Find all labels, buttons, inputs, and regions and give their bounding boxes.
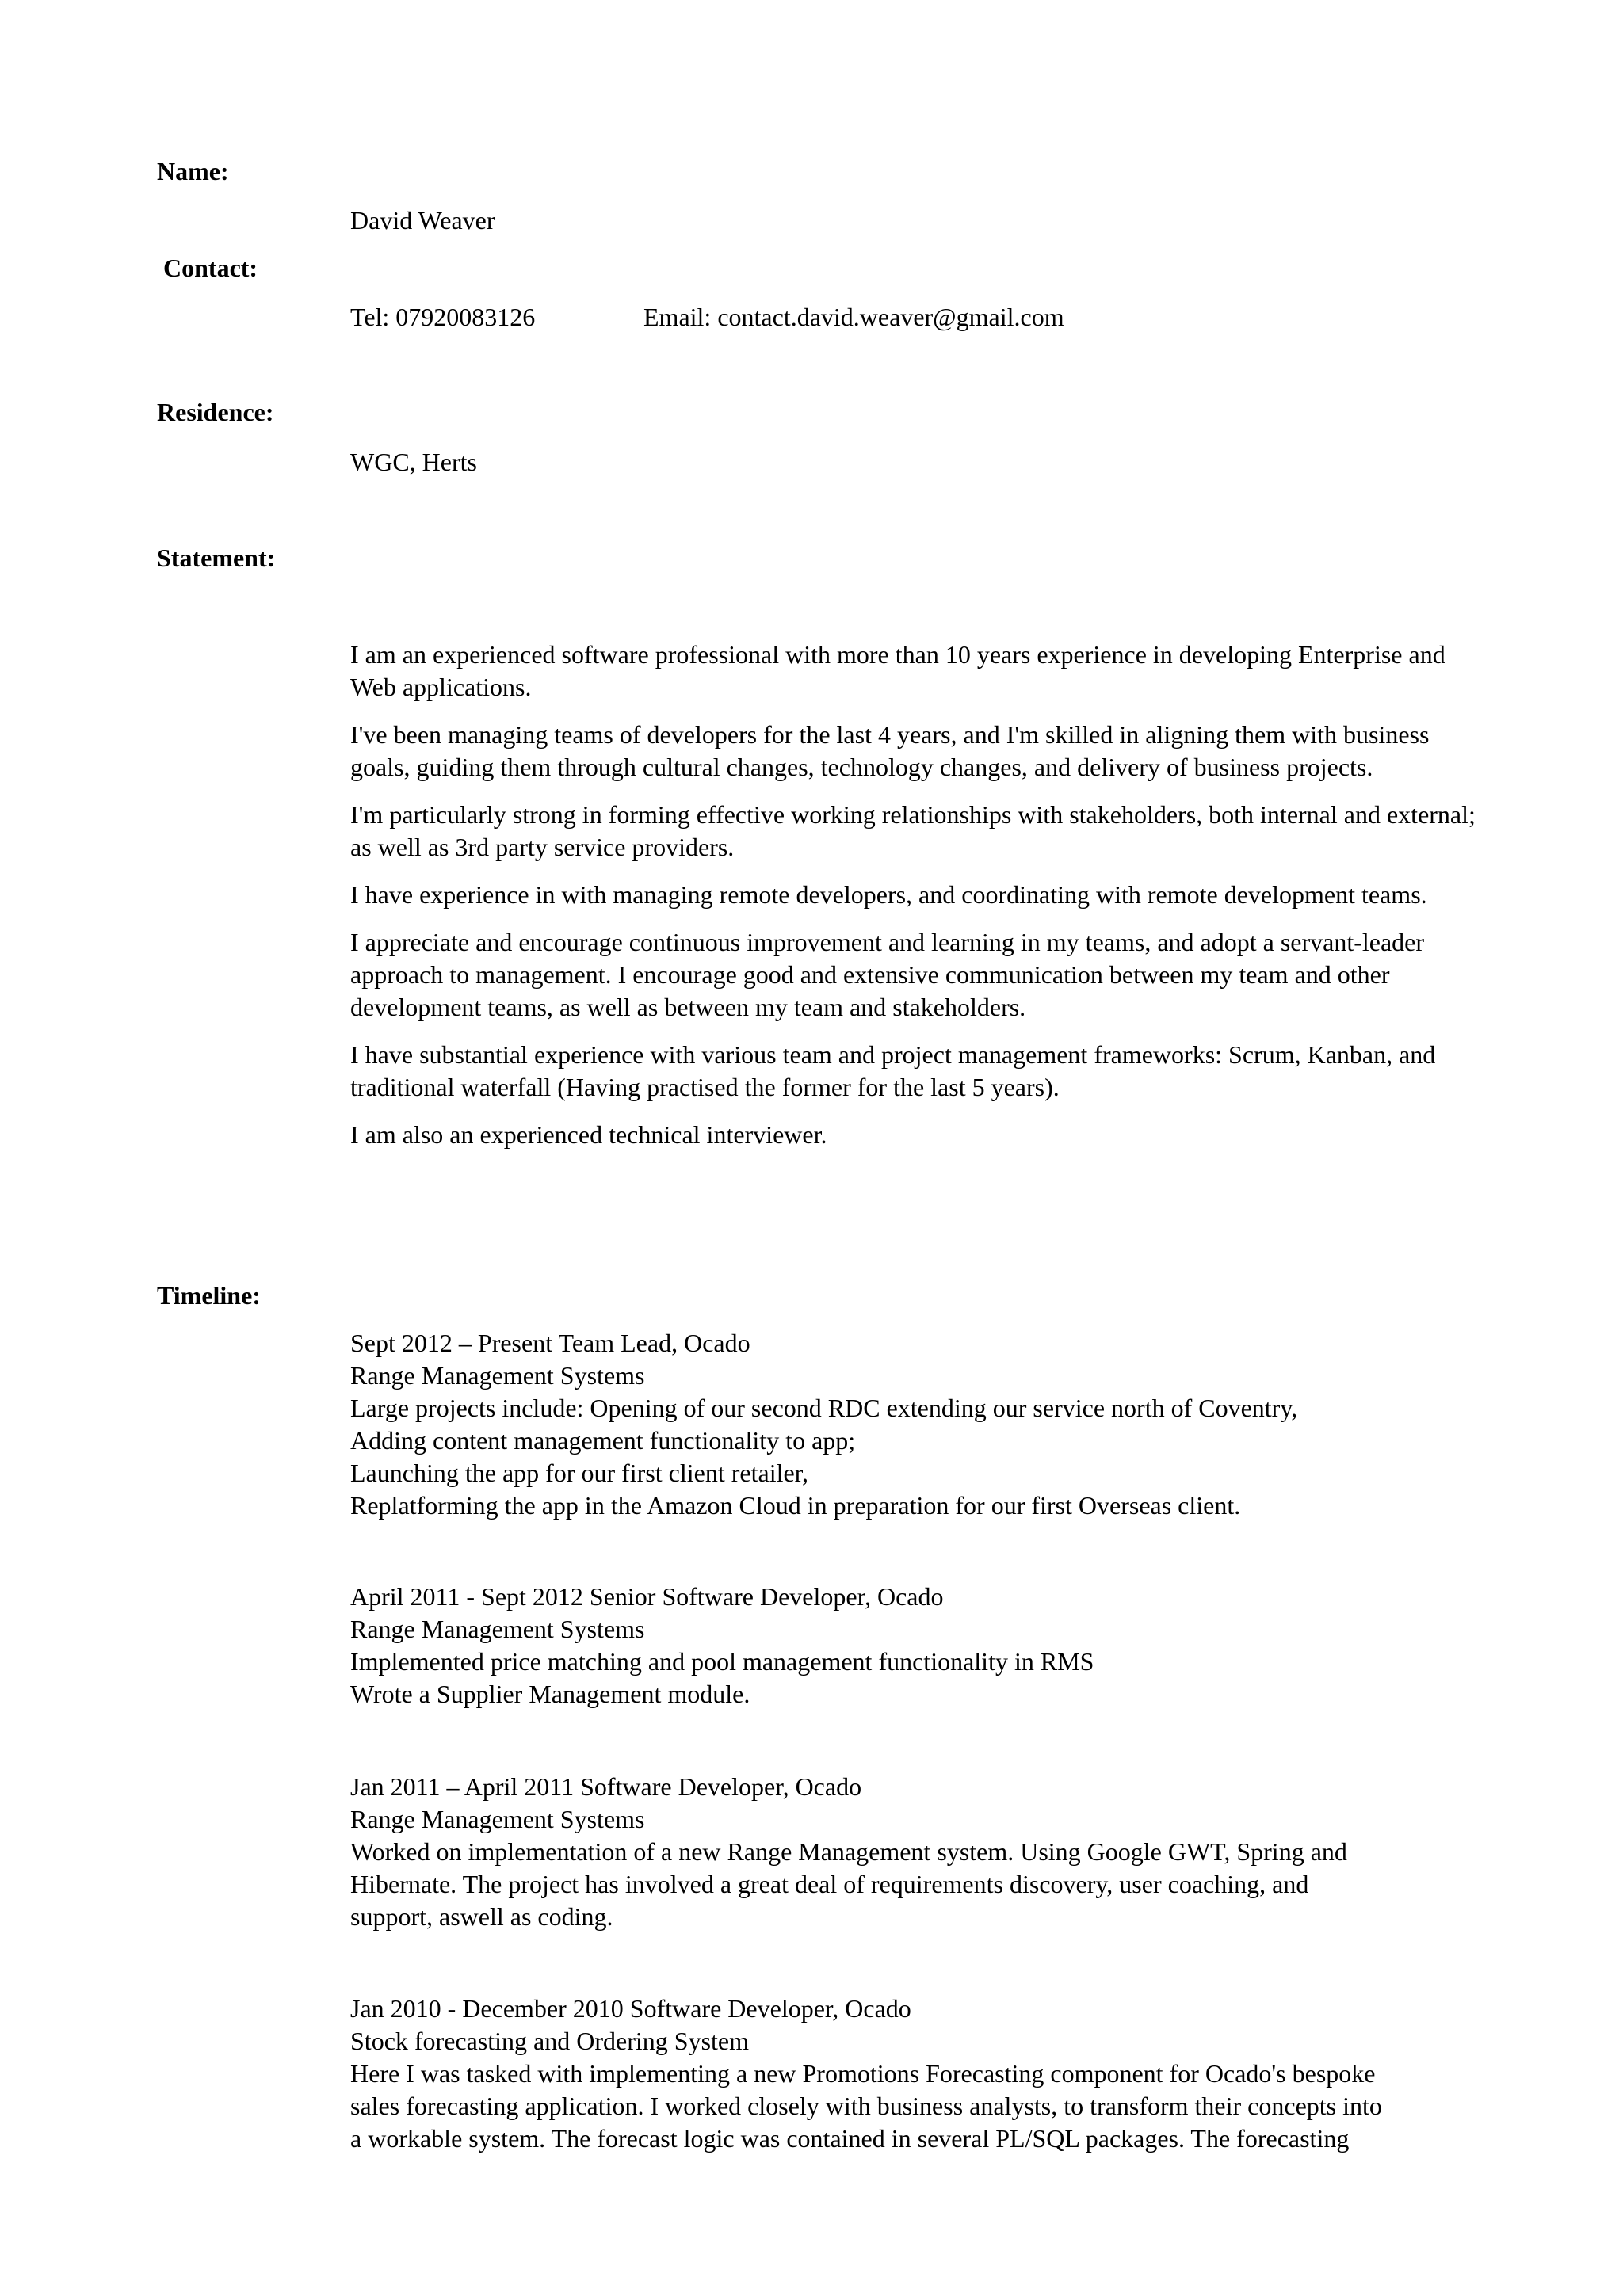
- statement-paragraph: I have experience in with managing remote developers, and coordinating with remote development teams.: [350, 880, 1427, 909]
- timeline-label: Timeline:: [157, 1281, 261, 1310]
- timeline-entry-line: Hibernate. The project has involved a great deal of requirements discovery, user coaching, and: [350, 1870, 1309, 1898]
- statement-paragraph: I've been managing teams of developers for the last 4 years, and I'm skilled in aligning them with business goals, guiding them through cultural changes, technology changes, and delivery of business projects.: [350, 720, 1430, 781]
- timeline-entry-line: Range Management Systems: [350, 1361, 645, 1390]
- timeline-entry: [350, 1581, 1476, 1711]
- timeline-entry: [350, 1327, 1476, 1522]
- timeline-entry-line: Wrote a Supplier Management module.: [350, 1680, 750, 1708]
- timeline-entry-line: Here I was tasked with implementing a new Promotions Forecasting component for Ocado's bespoke: [350, 2059, 1376, 2088]
- timeline-entry-title: Jan 2011 – April 2011 Software Developer, Ocado: [350, 1772, 862, 1801]
- timeline-entry-line: Stock forecasting and Ordering System: [350, 2027, 749, 2055]
- timeline-entry-line: Range Management Systems: [350, 1615, 645, 1643]
- statement-paragraph: I have substantial experience with various team and project management frameworks: Scrum, Kanban, and traditional waterfall (Having practised the former for the last 5 years).: [350, 1040, 1436, 1101]
- timeline-entry-title: April 2011 - Sept 2012 Senior Software Developer, Ocado: [350, 1582, 944, 1611]
- timeline-entry-line: a workable system. The forecast logic was contained in several PL/SQL packages. The forecasting: [350, 2124, 1350, 2153]
- timeline-entry-line: sales forecasting application. I worked closely with business analysts, to transform their concepts into: [350, 2092, 1382, 2120]
- residence-label: Residence:: [157, 398, 274, 426]
- candidate-name: David Weaver: [350, 206, 495, 235]
- residence-value: WGC, Herts: [350, 448, 477, 476]
- timeline-entry-line: Implemented price matching and pool management functionality in RMS: [350, 1647, 1094, 1676]
- contact-label: Contact:: [163, 254, 258, 282]
- statement-paragraph: I appreciate and encourage continuous improvement and learning in my teams, and adopt a servant-leader approach to management. I encourage good and extensive communication between my team and other development teams, as well as between my team and stakeholders.: [350, 928, 1425, 1021]
- timeline-entry-line: support, aswell as coding.: [350, 1902, 613, 1931]
- timeline-entry-title: Sept 2012 – Present Team Lead, Ocado: [350, 1329, 750, 1357]
- statement-paragraph: I am an experienced software professional with more than 10 years experience in developing Enterprise and Web applications.: [350, 640, 1445, 701]
- statement-paragraph: I'm particularly strong in forming effective working relationships with stakeholders, both internal and external; as well as 3rd party service providers.: [350, 800, 1476, 861]
- timeline-entry: [350, 1993, 1476, 2155]
- timeline-entry-title: Jan 2010 - December 2010 Software Developer, Ocado: [350, 1994, 911, 2023]
- contact-email: Email: contact.david.weaver@gmail.com: [643, 303, 1064, 331]
- timeline-entry-line: Adding content management functionality to app;: [350, 1426, 856, 1455]
- timeline-entry-line: Range Management Systems: [350, 1805, 645, 1833]
- statement-section: [350, 639, 1476, 1166]
- timeline-entry-line: Worked on implementation of a new Range Management system. Using Google GWT, Spring and: [350, 1837, 1347, 1866]
- timeline-entry: [350, 1771, 1476, 1933]
- statement-label: Statement:: [157, 543, 276, 572]
- timeline-entry-line: Large projects include: Opening of our second RDC extending our service north of Coventry,: [350, 1394, 1298, 1422]
- contact-phone: Tel: 07920083126: [350, 303, 536, 331]
- timeline-entry-line: Replatforming the app in the Amazon Cloud in preparation for our first Overseas client.: [350, 1491, 1241, 1520]
- timeline-entry-line: Launching the app for our first client retailer,: [350, 1459, 809, 1487]
- name-label: Name:: [157, 157, 229, 185]
- contact-details: [350, 301, 1476, 334]
- statement-paragraph: I am also an experienced technical interviewer.: [350, 1120, 827, 1149]
